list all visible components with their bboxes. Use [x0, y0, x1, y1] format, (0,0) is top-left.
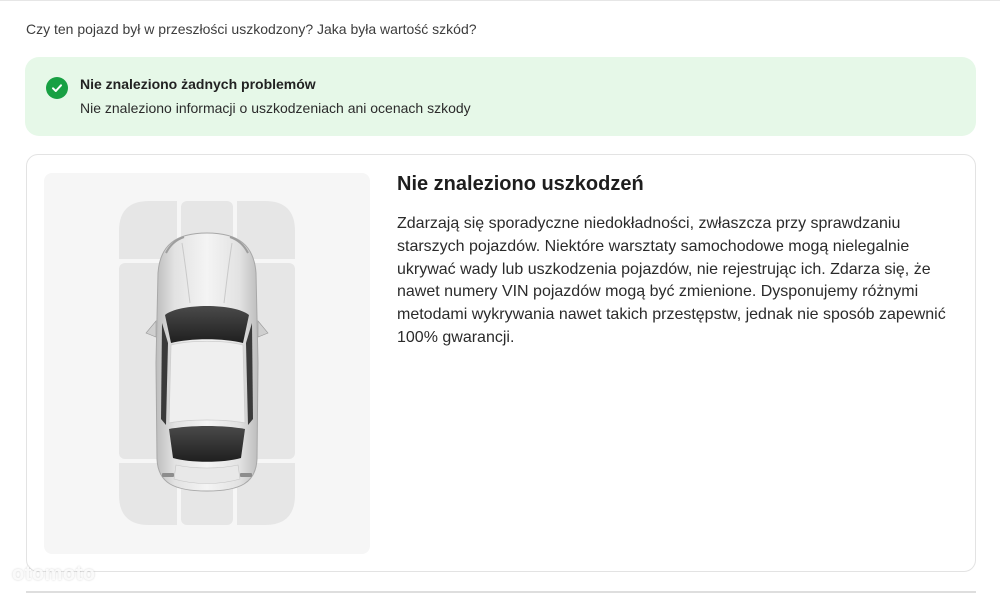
no-problems-alert: [25, 57, 976, 136]
watermark-logo: otomoto: [12, 563, 96, 585]
check-circle-icon: [46, 77, 68, 99]
car-diagram-icon: [44, 173, 370, 554]
damage-card: [26, 154, 976, 572]
alert-title: Nie znaleziono żadnych problemów: [80, 76, 316, 92]
top-divider: [0, 0, 1000, 1]
car-illustration-panel: [44, 173, 370, 554]
bottom-divider: [26, 591, 976, 593]
damage-card-title: Nie znaleziono uszkodzeń: [397, 173, 644, 195]
section-question: Czy ten pojazd był w przeszłości uszkodzony? Jaka była wartość szkód?: [26, 21, 477, 37]
damage-card-text: Zdarzają się sporadyczne niedokładności, zwłaszcza przy sprawdzaniu starszych pojazdów. Niektóre warsztaty samochodowe mogą nielegalnie ukrywać wady lub uszkodzenia pojazdów, nie rejestrując ich. Zdarza się, że nawet numery VIN pojazdów mogą być zmienione. Dysponujemy różnymi metodami wykrywania nawet takich przestępstw, jednak nie sposób zapewnić 100% gwarancji.: [397, 215, 946, 346]
alert-description: Nie znaleziono informacji o uszkodzeniach ani ocenach szkody: [80, 100, 471, 116]
